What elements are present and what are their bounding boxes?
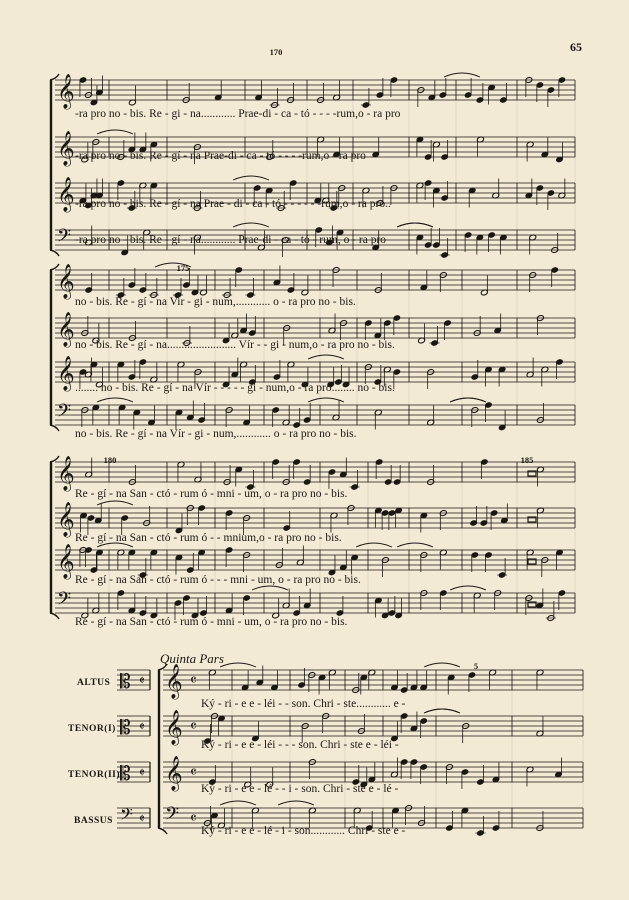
note	[273, 266, 281, 286]
note	[128, 360, 136, 380]
note	[461, 769, 469, 789]
note	[330, 512, 338, 532]
note	[85, 273, 93, 293]
note	[333, 81, 341, 101]
slur	[308, 398, 344, 402]
time-signature: 𝄴	[190, 809, 197, 827]
note	[368, 763, 376, 783]
note	[85, 458, 93, 478]
note	[400, 713, 408, 733]
note	[489, 669, 497, 689]
note	[536, 185, 544, 205]
note	[395, 599, 403, 619]
note	[500, 504, 508, 524]
note	[177, 461, 185, 481]
note	[272, 459, 280, 479]
note	[499, 83, 507, 103]
note	[175, 514, 183, 534]
slur	[278, 801, 314, 805]
note	[293, 596, 301, 616]
note	[374, 319, 382, 339]
note	[148, 406, 156, 426]
note	[473, 592, 481, 612]
note	[390, 77, 398, 97]
note	[541, 138, 549, 158]
text-layer	[68, 47, 533, 837]
note	[133, 409, 141, 429]
slur	[308, 355, 344, 359]
treble-clef: 𝄞	[57, 456, 75, 491]
note	[273, 360, 281, 380]
part-label: ALTUS	[77, 678, 111, 688]
incipit-time-signature: 𝄵	[139, 812, 145, 827]
note	[416, 136, 424, 156]
note	[243, 595, 251, 615]
slur	[97, 130, 133, 134]
note	[427, 406, 435, 426]
measure-number: 180	[103, 455, 117, 465]
note	[301, 276, 309, 296]
note	[374, 409, 382, 429]
note	[432, 187, 440, 207]
note	[526, 766, 534, 786]
note	[475, 816, 485, 836]
note	[198, 403, 206, 423]
staff	[163, 716, 583, 736]
measure-number: 170	[269, 47, 283, 57]
lyric-line: Ký - ri - e e - lé - i - son............ Chri - ste e -	[201, 825, 406, 837]
treble-clef-8vb: 𝄞	[57, 131, 75, 166]
note	[536, 466, 544, 486]
note	[525, 179, 533, 199]
note	[272, 407, 280, 427]
note	[393, 315, 401, 335]
note	[441, 181, 449, 201]
time-signature: 𝄴	[190, 671, 197, 689]
note	[303, 403, 311, 423]
note	[381, 510, 389, 530]
bass-clef: 𝄢	[57, 401, 72, 426]
part-label: TENOR(I)	[68, 724, 116, 734]
note	[150, 363, 158, 383]
note	[282, 406, 290, 426]
note	[492, 763, 500, 783]
note	[439, 549, 447, 569]
incipit-c-clef: 𝄡	[120, 717, 131, 739]
note	[128, 549, 136, 569]
note	[256, 666, 264, 686]
lyric-line: Ký - ri - e e - léi - - son. Chri - ste............ e -	[201, 698, 406, 710]
note	[117, 180, 125, 200]
note	[92, 594, 100, 614]
note	[470, 506, 478, 526]
note	[480, 276, 488, 296]
note	[447, 674, 455, 694]
slur	[220, 801, 256, 805]
bass-clef: 𝄢	[57, 226, 72, 251]
part-label: BASSUS	[74, 816, 113, 826]
note	[494, 314, 502, 334]
note	[118, 404, 126, 424]
note	[235, 466, 243, 486]
slur	[97, 501, 133, 505]
note	[350, 470, 360, 490]
note	[150, 549, 158, 569]
note	[480, 459, 488, 479]
treble-clef-8vb: 𝄞	[57, 177, 75, 212]
incipit-time-signature: 𝄵	[139, 720, 145, 735]
note	[464, 78, 472, 98]
note	[490, 510, 498, 530]
note	[420, 718, 428, 738]
treble-clef: 𝄞	[57, 264, 75, 299]
note	[368, 669, 376, 689]
staff	[55, 405, 575, 425]
note	[416, 234, 424, 254]
note	[556, 359, 564, 379]
note	[225, 547, 233, 567]
note	[336, 596, 344, 616]
note	[303, 589, 311, 609]
note	[388, 596, 396, 616]
note	[480, 506, 488, 526]
note	[547, 190, 555, 210]
note	[477, 765, 485, 785]
note	[536, 589, 544, 609]
note	[420, 671, 428, 691]
note	[558, 179, 566, 199]
treble-clef-8vb: 𝄞	[57, 356, 75, 391]
note	[175, 409, 183, 429]
note	[468, 187, 476, 207]
note	[416, 182, 424, 202]
treble-clef-8vb: 𝄞	[57, 312, 75, 347]
note	[139, 359, 147, 379]
note	[332, 401, 340, 421]
slur	[424, 663, 460, 667]
note	[492, 179, 500, 199]
note	[80, 512, 88, 532]
note	[529, 234, 537, 254]
note	[117, 549, 125, 569]
note	[536, 717, 544, 737]
note	[92, 404, 100, 424]
note	[441, 140, 449, 160]
lyric-line: Ký - ri - e e - lé - - i - son. Chri - ste e - lé -	[201, 783, 399, 795]
incipit-c-clef: 𝄡	[120, 671, 131, 693]
measure-number: 175	[176, 263, 190, 273]
note	[383, 320, 391, 340]
staff	[55, 80, 575, 100]
note	[303, 465, 311, 485]
time-signature: 𝄴	[190, 763, 197, 781]
section-title: Quinta Pars	[160, 651, 224, 666]
note	[372, 138, 380, 158]
note	[231, 358, 239, 378]
note	[558, 77, 566, 97]
note	[94, 504, 102, 524]
note	[328, 669, 336, 689]
note	[328, 556, 336, 576]
note	[499, 234, 507, 254]
lyric-line: ........ no - bis. Re - gí - na Vír - - - - - gi - num,o - ra pro........ no - bis.	[75, 382, 395, 394]
note	[381, 599, 389, 619]
note	[536, 82, 544, 102]
slur	[97, 398, 133, 402]
note	[485, 366, 493, 386]
note	[85, 547, 93, 567]
note	[410, 712, 418, 732]
part-label: TENOR(II)	[68, 770, 121, 780]
page-number: 65	[570, 40, 582, 54]
note	[546, 601, 556, 621]
note	[418, 324, 426, 344]
note	[289, 180, 297, 200]
note	[461, 807, 469, 827]
note	[214, 81, 222, 101]
treble-clef-8vb: 𝄞	[57, 502, 75, 537]
incipit-time-signature: 𝄵	[139, 674, 145, 689]
note	[497, 558, 507, 578]
lyric-line: no - bis. Re - gí - na Vir - gi - num,............ o - ra pro no - bis.	[75, 296, 356, 308]
note	[191, 276, 199, 296]
note	[208, 669, 216, 689]
note	[555, 758, 563, 778]
note	[477, 136, 485, 156]
lyric-line: Re - gí - na San - ctó - rum ó - mni - um, o - ra pro no - bis.	[75, 488, 348, 500]
note	[446, 811, 454, 831]
incipit-bass-clef: 𝄢	[120, 804, 133, 828]
note	[464, 232, 472, 252]
note	[476, 83, 484, 103]
lyric-line: -ra pro no - bis. Re - gi - na............ Prae-di - ca - tó - - - -rum,o - ra pro	[75, 108, 401, 120]
note	[298, 668, 306, 688]
note	[400, 673, 408, 693]
note	[200, 596, 208, 616]
note	[96, 549, 104, 569]
note	[410, 759, 418, 779]
note	[536, 507, 544, 527]
note	[558, 590, 566, 610]
note	[375, 459, 383, 479]
note	[240, 314, 248, 334]
note	[432, 141, 440, 161]
note	[225, 594, 233, 614]
staff	[163, 670, 583, 690]
note	[198, 505, 206, 525]
note	[183, 595, 191, 615]
note	[384, 465, 392, 485]
note	[488, 84, 496, 104]
note	[139, 596, 147, 616]
note	[536, 669, 544, 689]
time-signature: 𝄴	[190, 717, 197, 735]
note	[271, 671, 279, 691]
lyric-line: Re - gí - na San - ctó - rum ó - - mnium,o - ra pro no - bis.	[75, 532, 342, 544]
note	[498, 411, 506, 431]
note	[485, 402, 493, 422]
note	[287, 273, 295, 293]
treble-clef-8vb: 𝄞	[57, 544, 75, 579]
note	[526, 141, 534, 161]
note	[428, 81, 436, 101]
lyric-line: Re - gí - na San - ctó - rum ó - mni - um, o - ra pro no - bis.	[75, 616, 348, 628]
note	[90, 361, 98, 381]
note	[376, 78, 384, 98]
note	[547, 87, 555, 107]
bass-clef: 𝄢	[57, 589, 72, 614]
note	[283, 511, 291, 531]
treble-clef: 𝄞	[57, 74, 75, 109]
note	[293, 408, 301, 428]
note	[424, 180, 432, 200]
note	[556, 549, 564, 569]
note	[420, 271, 428, 291]
slur	[356, 543, 392, 547]
lyric-line: -ra pro no - bis. Re - gí - na Prae - di - ca - tó - - - - - -rum,o - ra pro..	[75, 198, 391, 210]
note	[287, 361, 295, 381]
note	[432, 228, 440, 248]
note	[194, 463, 202, 483]
slur	[450, 398, 486, 402]
note	[440, 238, 450, 258]
note	[361, 88, 371, 108]
lyric-line: -ra pro no - bis. Re - gí - na Prae-di - ca - tó - - - -rum,o - ra pro	[75, 150, 366, 162]
lyric-line: Re - gí - na San - ctó - rum ó - - - mni - um, o - ra pro no - bis.	[75, 574, 361, 586]
note	[374, 507, 382, 527]
lyric-line: no - bis. Re - gí - na........................ Vír - - gi - num,o - ra pro no - bis.	[75, 339, 395, 351]
note	[424, 140, 432, 160]
note	[128, 86, 136, 106]
note	[390, 758, 398, 778]
note	[488, 232, 496, 252]
note	[395, 507, 403, 527]
note	[551, 267, 559, 287]
note	[255, 81, 263, 101]
slur	[450, 586, 486, 590]
slur	[233, 176, 269, 180]
treble-clef: 𝄞	[165, 664, 183, 699]
note	[186, 401, 194, 421]
measure-number: 5	[473, 661, 479, 671]
note	[296, 546, 304, 566]
note	[282, 589, 290, 609]
note	[541, 366, 549, 386]
note	[439, 78, 447, 98]
note	[235, 267, 243, 287]
note	[243, 406, 251, 426]
note	[139, 273, 147, 293]
lyric-line: Ký - ri - e e - léi - - - son. Chri - ste e - léi -	[201, 739, 399, 751]
note	[328, 469, 336, 489]
note	[526, 358, 534, 378]
note	[200, 276, 208, 296]
note	[117, 361, 125, 381]
note	[240, 361, 248, 381]
note	[430, 326, 440, 346]
lyric-line: -ra pro no - bis. Re - gí - na............ Prae-di - ca - tó - rum, o - ra pro	[75, 234, 387, 246]
note	[198, 549, 206, 569]
note	[293, 459, 301, 479]
note	[476, 234, 484, 254]
incipit-time-signature: 𝄵	[139, 766, 145, 781]
note	[420, 764, 428, 784]
note	[410, 671, 418, 691]
note	[360, 674, 368, 694]
note	[128, 268, 136, 288]
incipit-c-clef: 𝄡	[120, 763, 131, 785]
staves-layer	[50, 74, 583, 834]
note	[492, 811, 500, 831]
note	[351, 554, 359, 574]
note	[241, 671, 249, 691]
note	[225, 510, 233, 530]
slur	[424, 709, 460, 713]
note	[471, 360, 479, 380]
note	[485, 552, 493, 572]
note	[231, 319, 239, 339]
note	[328, 314, 336, 334]
note	[393, 465, 401, 485]
note	[175, 554, 183, 574]
note	[374, 597, 382, 617]
note	[390, 671, 398, 691]
note	[364, 320, 372, 340]
note	[339, 458, 347, 478]
slur	[252, 586, 288, 590]
note	[339, 551, 347, 571]
slur	[233, 223, 269, 227]
lyric-line: no - bis. Re - gí - na Vír - gi - num,............ o - ra pro no - bis.	[75, 428, 357, 440]
note	[400, 759, 408, 779]
note	[248, 316, 256, 336]
note	[468, 672, 476, 692]
notes-layer	[79, 73, 566, 836]
note	[318, 674, 326, 694]
note	[556, 143, 564, 163]
note	[388, 510, 396, 530]
slur	[444, 73, 480, 77]
note	[424, 228, 432, 248]
note	[498, 366, 506, 386]
note	[177, 361, 185, 381]
note	[128, 594, 136, 614]
slur	[397, 223, 433, 227]
note	[444, 320, 452, 340]
note	[471, 552, 479, 572]
slur	[397, 543, 433, 547]
treble-clef-8vb: 𝄞	[165, 710, 183, 745]
slur	[220, 663, 256, 667]
note	[117, 590, 125, 610]
bass-clef: 𝄢	[165, 804, 180, 829]
note	[186, 553, 194, 573]
treble-clef-8vb: 𝄞	[165, 756, 183, 791]
note	[439, 590, 447, 610]
note	[218, 715, 226, 735]
note	[270, 88, 280, 108]
note	[420, 512, 428, 532]
measure-number: 185	[520, 455, 534, 465]
